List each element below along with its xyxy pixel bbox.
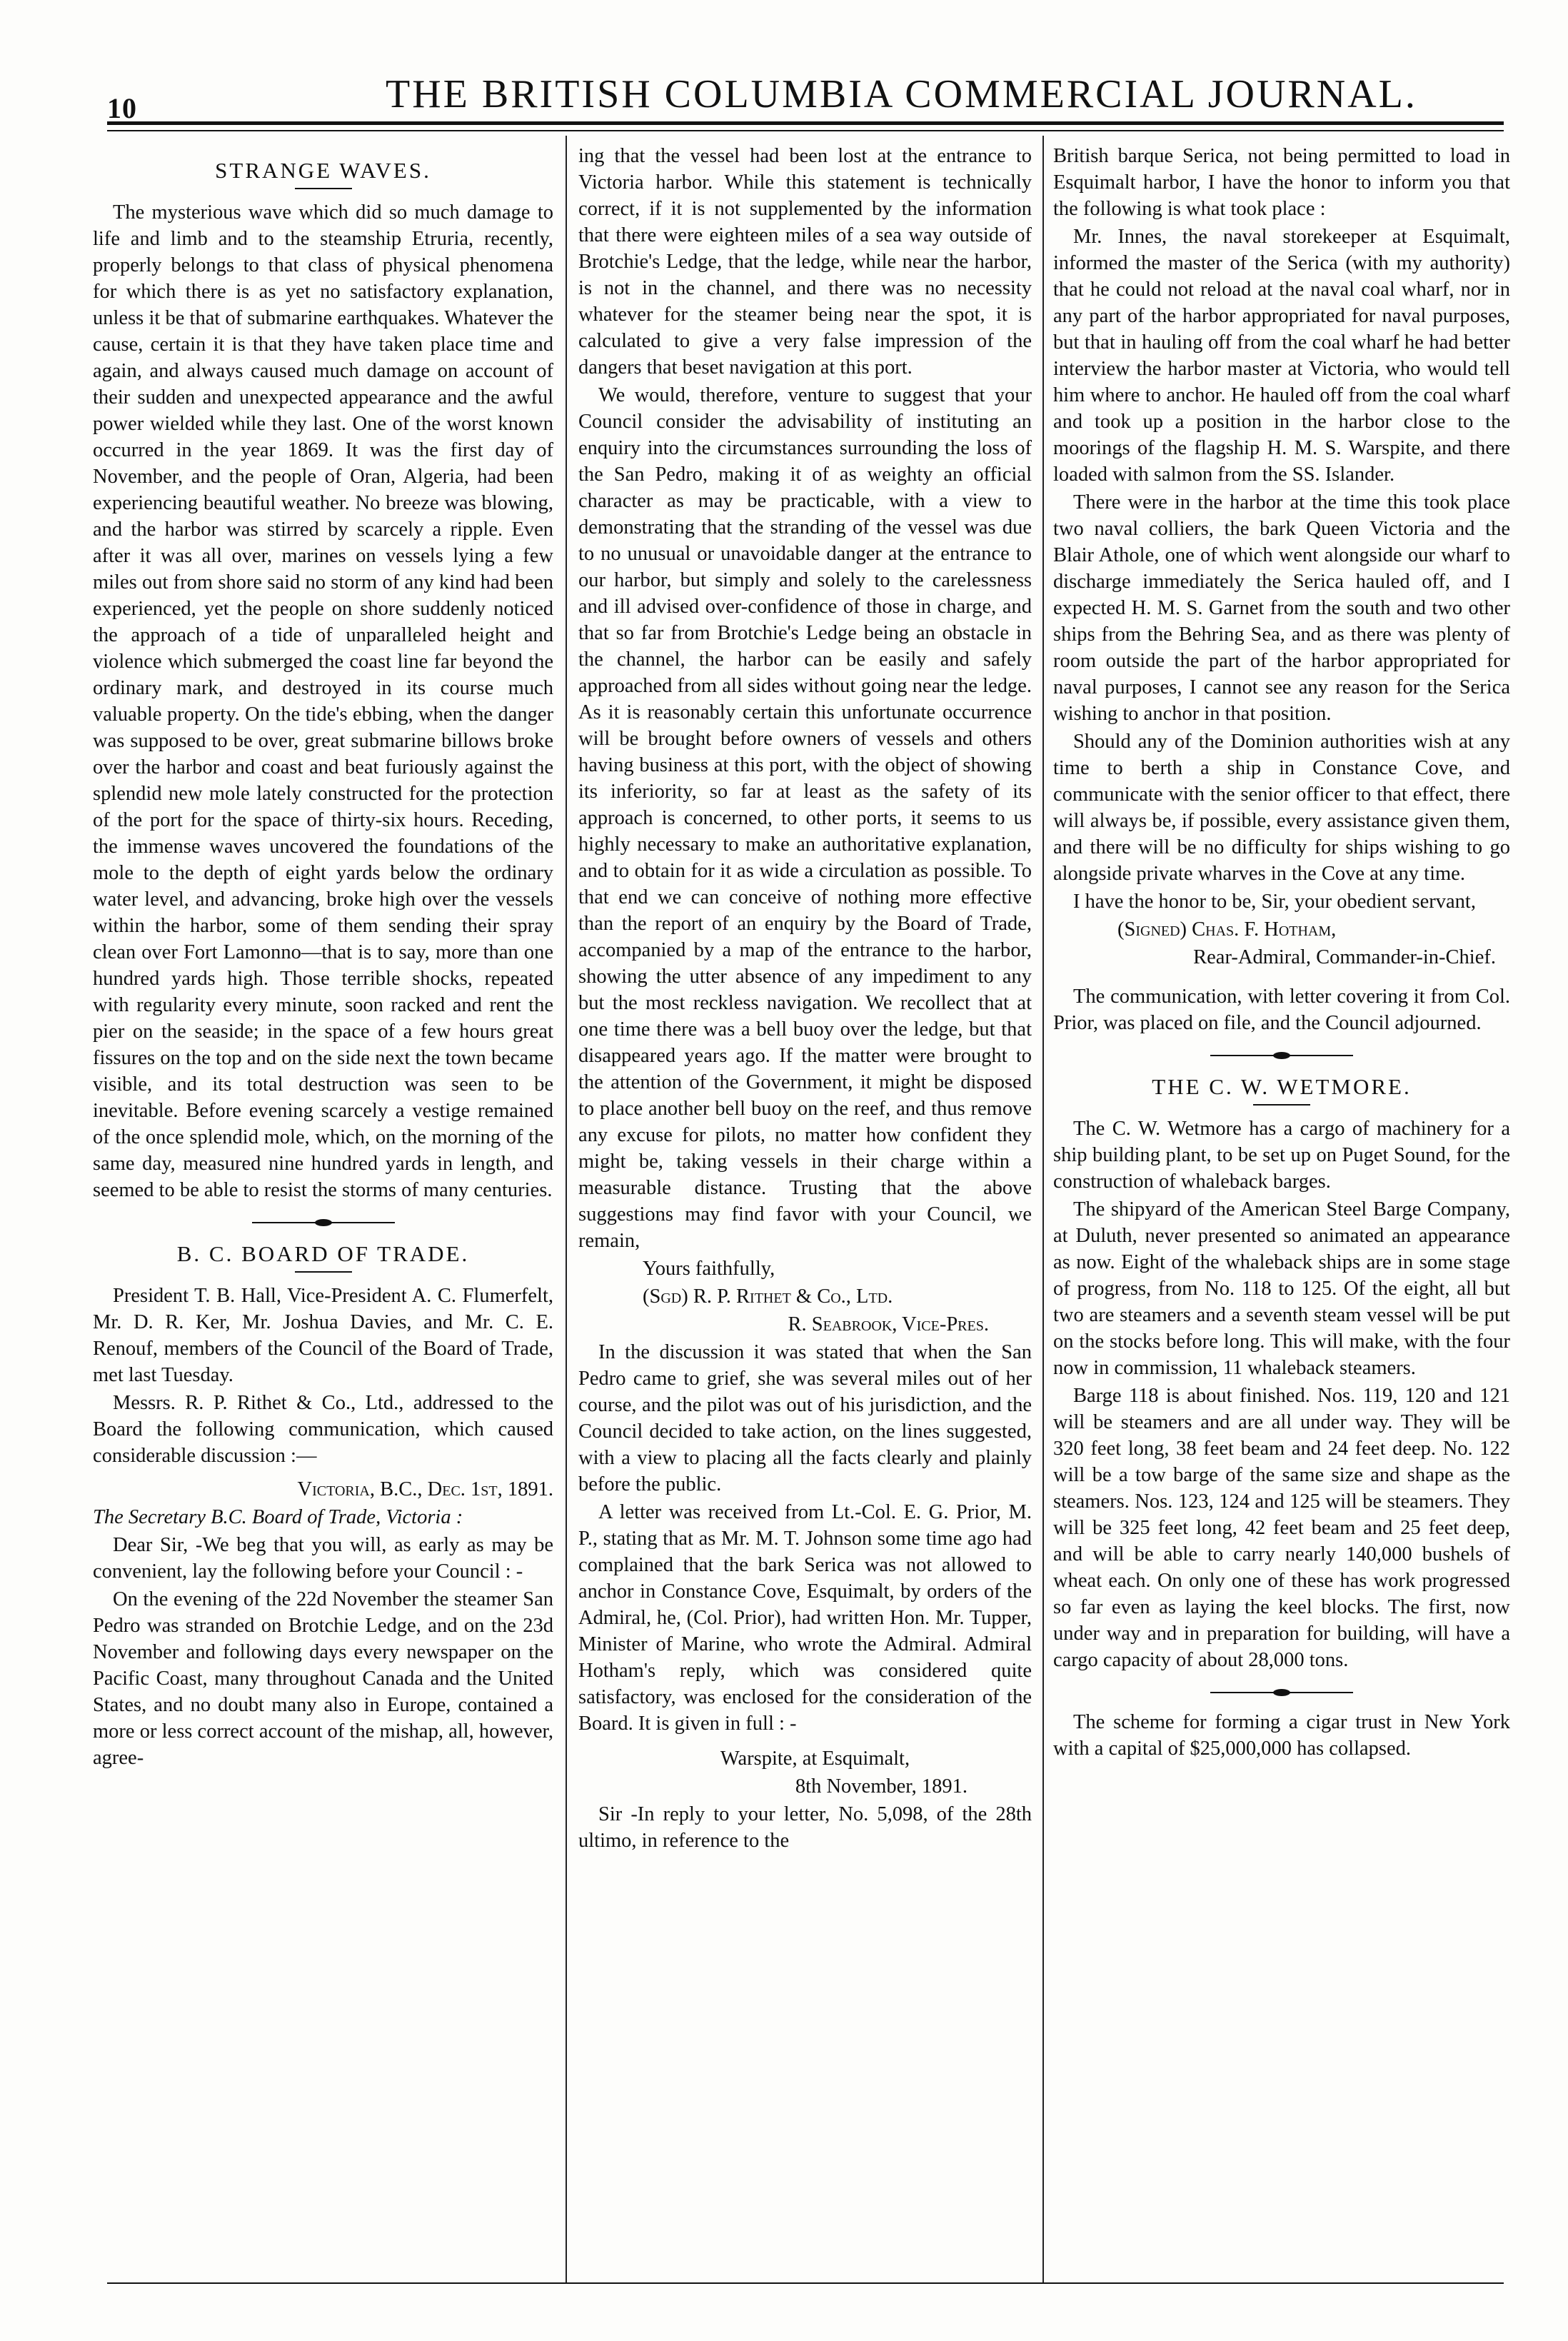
wetmore-paragraph: The shipyard of the American Steel Barge Company, at Duluth, never presented so animated an appearance as now. Eight of the whaleback ships are in some stage of progress, from No. 118 to 125. Of the eight, all but two are steamers and a seventh steam vessel will be put on the stocks before long. This will make, with the four now in commission, 11 whaleback steamers. bbox=[1053, 1198, 1510, 1379]
page-number: 10 bbox=[107, 92, 137, 124]
header-rule-thin bbox=[107, 130, 1504, 131]
letter-signature: (Sgd) R. P. Rithet & Co., Ltd. bbox=[643, 1285, 893, 1308]
letter-paragraph: ing that the vessel had been lost at the entrance to Victoria harbor. While this statement is technically correct, if it is not supplemented by the information that there were eighteen miles of a sea way outside of Brotchie's Ledge, that the ledge, while near the harbor, is not in the channel, and there was no necessity whatever for the steamer being near the spot, it is calculated to give a very false impression of the dangers that beset navigation at this port. bbox=[578, 145, 1032, 379]
board-paragraph: Messrs. R. P. Rithet & Co., Ltd., addressed to the Board the following communication, which caused considerable discussion :— bbox=[93, 1392, 553, 1467]
heading-rule bbox=[295, 188, 352, 189]
admiral-letter-paragraph: British barque Serica, not being permitted to load in Esquimalt harbor, I have the honor to inform you that the following is what took place : bbox=[1053, 145, 1510, 220]
letter-salutation: Dear Sir, -We beg that you will, as early as may be convenient, lay the following before your Council : - bbox=[93, 1534, 553, 1583]
admiral-letter-paragraph: Sir -In reply to your letter, No. 5,098, of the 28th ultimo, in reference to the bbox=[578, 1803, 1032, 1852]
section-divider bbox=[1210, 1052, 1353, 1059]
section-divider bbox=[252, 1219, 395, 1226]
discussion-paragraph: In the discussion it was stated that when the San Pedro came to grief, she was several miles out of her course, and the pilot was out of his jurisdiction, and the Council decided to take action, on the lines suggested, with a view to placing all the facts clearly and plainly before the public. bbox=[578, 1341, 1032, 1495]
header-rule bbox=[107, 121, 1504, 125]
admiral-letter-date: 8th November, 1891. bbox=[795, 1775, 968, 1798]
section-divider bbox=[1210, 1689, 1353, 1696]
admiral-signature: (Signed) Chas. F. Hotham, bbox=[1117, 918, 1337, 941]
letter-closing: Yours faithfully, bbox=[643, 1258, 775, 1280]
council-note: The communication, with letter covering it from Col. Prior, was placed on file, and the Council adjourned. bbox=[1053, 986, 1510, 1034]
column-3 bbox=[1053, 143, 1510, 2278]
strange-waves-heading: STRANGE WAVES. bbox=[215, 158, 431, 183]
strange-waves-text: The mysterious wave which did so much damage to life and limb and to the steamship Etruria, recently, properly belongs to that class of physical phenomena for which there is as yet no satisfactory explanation, unless it be that of submarine earthquakes. Whatever the cause, certain it is that they have taken place time and again, and always caused much damage on account of their sudden and unexpected appearance and the awful power wielded while they last. One of the worst known occurred in the year 1869. It was the first day of November, and the people of Oran, Algeria, had been experiencing beautiful weather. No breeze was blowing, and the harbor was stirred by scarcely a ripple. Even after it was all over, marines on vessels lying a few miles out from shore said no storm of any kind had been experienced, yet the people on shore suddenly noticed the approach of a tide of unparalleled height and violence which submerged the coast line far beyond the ordinary mark, and destroyed in its course much valuable property. On the tide's ebbing, when the danger was supposed to be over, great submarine billows broke over the harbor and coast and beat furiously against the splendid new mole lately constructed for the protection of the port for the space of thirty-six hours. Receding, the immense waves uncovered the foundations of the mole to the depth of eight yards below the ordinary water level, and advancing, broke high over the vessels within the harbor, some of them sending their spray clean over Fort Lamonno—that is to say, more than one hundred yards high. Those terrible shocks, repeated with regularity every minute, soon racked and rent the pier on the seaside; in the space of a few hours great fissures on the top and on the side next the town became visible, and its total destruction was seen to be inevitable. Before evening scarcely a vestige remained of the once splendid mole, which, on the morning of the same day, measured nine hundred yards in length, and seemed to be able to resist the storms of many centuries. bbox=[93, 201, 553, 1201]
letter-addressee: The Secretary B.C. Board of Trade, Victoria : bbox=[93, 1506, 463, 1528]
cigar-trust-paragraph: The scheme for forming a cigar trust in New York with a capital of $25,000,000 has collapsed. bbox=[1053, 1711, 1510, 1760]
heading-rule bbox=[1253, 1104, 1310, 1106]
column-divider-1 bbox=[566, 136, 567, 2282]
board-of-trade-heading: B. C. BOARD OF TRADE. bbox=[176, 1241, 470, 1266]
letter-paragraph: On the evening of the 22d November the steamer San Pedro was stranded on Brotchie Ledge, and on the 23d November and following days every newspaper on the Pacific Coast, many throughout Canada and the United States, and no doubt many also in Europe, contained a more or less correct account of the mishap, all, however, agree- bbox=[93, 1588, 553, 1769]
letter-place-date: Victoria, B.C., Dec. 1st, 1891. bbox=[297, 1478, 553, 1500]
admiral-letter-paragraph: Should any of the Dominion authorities wish at any time to berth a ship in Constance Cove, and communicate with the senior officer to that effect, there will always be, if possible, every assistance given them, and there will be no difficulty for ships wishing to go alongside private wharves in the Cove at any time. bbox=[1053, 731, 1510, 885]
column-2 bbox=[578, 143, 1032, 2278]
board-paragraph: President T. B. Hall, Vice-President A. C. Flumerfelt, Mr. D. R. Ker, Mr. Joshua Davies, and Mr. C. E. Renouf, members of the Council of the Board of Trade, met last Tuesday. bbox=[93, 1285, 553, 1386]
letter-paragraph: We would, therefore, venture to suggest that your Council consider the advisability of instituting an enquiry into the circumstances surrounding the loss of the San Pedro, making it of as weighty an official character as may be practicable, with a view to demonstrating that the stranding of the vessel was due to no unusual or unavoidable danger at the entrance to our harbor, but simply and solely to the carelessness and ill advised over-confidence of those in charge, and that so far from Brotchie's Ledge being an obstacle in the channel, the harbor can be easily and safely approached from all sides without going near the ledge. As it is reasonably certain this unfortunate occurrence will be brought before owners of vessels and others having business at this port, with the object of showing its inferiority, so far at least as the safety of its approach is concerned, to other ports, it seems to us highly necessary to make an authoritative explanation, and to obtain for it as wide a circulation as possible. To that end we can conceive of nothing more effective than the report of an enquiry by the Board of Trade, accompanied by a map of the entrance to the harbor, showing the utter absence of any impediment to any but the most reckless navigation. We recollect that at one time there was a bell buoy over the ledge, but that disappeared years ago. If the matter were brought to the attention of the Government, it might be disposed to place another bell buoy on the reef, and thus remove any excuse for pilots, no matter how confident they might be, taking vessels in their charge within a measurable distance. Trusting that the above suggestions may find favor with your Council, we remain, bbox=[578, 384, 1032, 1252]
admiral-letter-paragraph: I have the honor to be, Sir, your obedient servant, bbox=[1073, 891, 1476, 913]
admiral-letter-paragraph: Mr. Innes, the naval storekeeper at Esquimalt, informed the master of the Serica (with my authority) that he could not reload at the naval coal wharf, nor in any part of the harbor appropriated for naval purposes, but that in hauling off from the coal wharf he had better interview the harbor master at Victoria, who would tell him where to anchor. He hauled off from the coal wharf and took up a position in the harbor close to the moorings of the flagship H. M. S. Warspite, and there loaded with salmon from the SS. Islander. bbox=[1053, 226, 1510, 486]
admiral-letter-place: Warspite, at Esquimalt, bbox=[720, 1748, 910, 1770]
discussion-paragraph: A letter was received from Lt.-Col. E. G. Prior, M. P., stating that as Mr. M. T. Johnson some time ago had complained that the bark Serica was not allowed to anchor in Constance Cove, Esquimalt, by orders of the Admiral, he, (Col. Prior), had written Hon. Mr. Tupper, Minister of Marine, who wrote the Admiral. Admiral Hotham's reply, which was considered quite satisfactory, was enclosed for the consideration of the Board. It is given in full : - bbox=[578, 1501, 1032, 1735]
masthead-title: THE BRITISH COLUMBIA COMMERCIAL JOURNAL. bbox=[386, 72, 1417, 116]
letter-signature: R. Seabrook, Vice-Pres. bbox=[788, 1313, 989, 1335]
admiral-title: Rear-Admiral, Commander-in-Chief. bbox=[1193, 946, 1496, 968]
admiral-letter-paragraph: There were in the harbor at the time this took place two naval colliers, the bark Queen Victoria and the Blair Athole, one of which went alongside our wharf to discharge immediately the Serica hauled off, and I expected H. M. S. Garnet from the south and two other ships from the Behring Sea, and as there was plenty of room outside the part of the harbor appropriated for naval purposes, I cannot see any reason for the Serica wishing to anchor in that position. bbox=[1053, 491, 1510, 725]
wetmore-heading: THE C. W. WETMORE. bbox=[1152, 1074, 1412, 1099]
wetmore-paragraph: Barge 118 is about finished. Nos. 119, 120 and 121 will be steamers and are all under way. They will be 320 feet long, 38 feet beam and 24 feet deep. No. 122 will be a tow barge of the same size and shape as the steamers. Nos. 123, 124 and 125 will be steamers. They will be 325 feet long, 42 feet beam and 25 feet deep, and will be able to carry nearly 140,000 bushels of wheat each. On only one of these has work progressed so far even as laying the keel blocks. The first, now under way and in preparation for building, will have a cargo capacity of about 28,000 tons. bbox=[1053, 1385, 1510, 1671]
column-divider-2 bbox=[1042, 136, 1044, 2282]
wetmore-paragraph: The C. W. Wetmore has a cargo of machinery for a ship building plant, to be set up on Puget Sound, for the construction of whaleback barges. bbox=[1053, 1118, 1510, 1193]
column-1 bbox=[93, 143, 553, 2278]
footer-rule bbox=[107, 2282, 1504, 2284]
heading-rule bbox=[295, 1271, 352, 1273]
